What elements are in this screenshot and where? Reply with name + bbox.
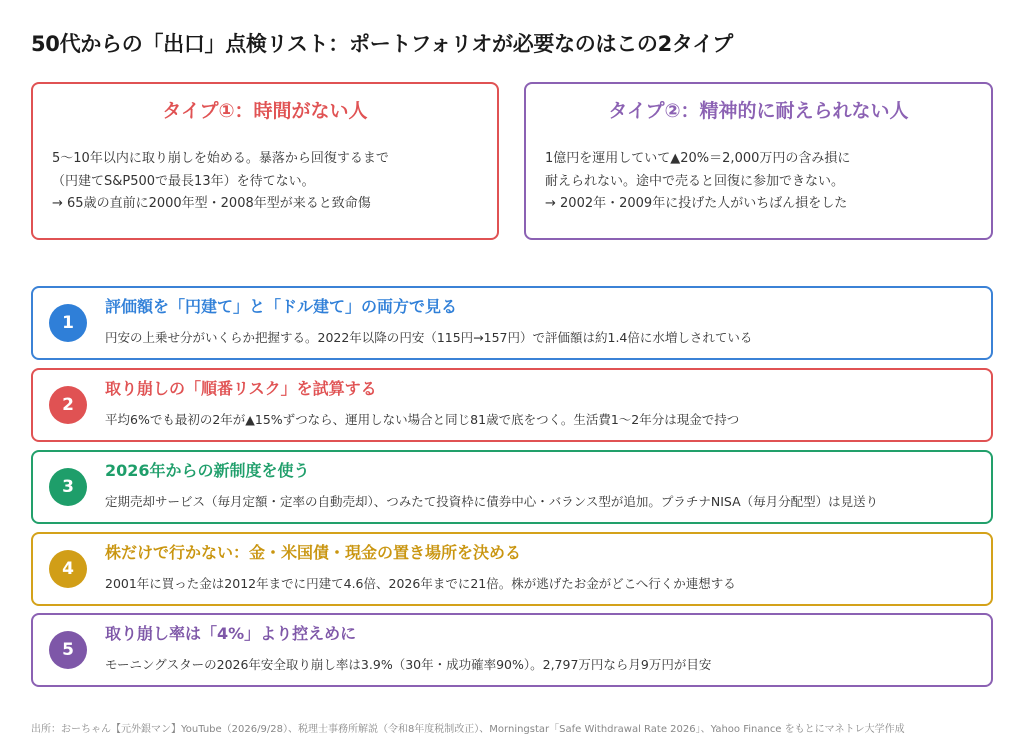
checklist-item-desc: モーニングスターの2026年安全取り崩し率は3.9%（30年・成功確率90%）。2,797万円なら月9万円が目安 — [105, 657, 712, 672]
checklist-item-3 — [31, 450, 993, 524]
type-card-line: 耐えられない。途中で売ると回復に参加できない。 — [545, 173, 845, 189]
type-card-body — [545, 148, 983, 216]
type-card-line: 5〜10年以内に取り崩しを始める。暴落から回復するまで — [52, 151, 389, 166]
checklist-item-title: 取り崩し率は「4%」より控えめに — [105, 624, 357, 643]
number-badge: 2 — [49, 386, 87, 424]
checklist-item-desc: 定期売却サービス（毎月定額・定率の自動売却）、つみたて投資枠に債券中心・バランス型が追加。プラチナNISA（毎月分配型）は見送り — [105, 494, 879, 509]
checklist-item-2 — [31, 368, 993, 442]
checklist-item-desc: 2001年に買った金は2012年までに円建て4.6倍、2026年までに21倍。株が逃げたお金がどこへ行くか連想する — [105, 576, 736, 591]
number-badge: 4 — [49, 550, 87, 588]
checklist-item-4 — [31, 532, 993, 606]
checklist-item-title: 株だけで行かない：金・米国債・現金の置き場所を決める — [105, 543, 522, 562]
type-card-time — [31, 82, 499, 240]
page-title: 50代からの「出口」点検リスト：ポートフォリオが必要なのはこの2タイプ — [31, 32, 733, 56]
checklist-item-desc: 平均6%でも最初の2年が▲15%ずつなら、運用しない場合と同じ81歳で底をつく。生活費1〜2年分は現金で持つ — [105, 412, 740, 427]
type-card-line: → 65歳の直前に2000年型・2008年型が来ると致命傷 — [52, 196, 371, 211]
type-card-mental — [524, 82, 993, 240]
checklist-item-5 — [31, 613, 993, 687]
number-badge: 3 — [49, 468, 87, 506]
type-card-title: タイプ①：時間がない人 — [162, 100, 368, 122]
type-card-line: → 2002年・2009年に投げた人がいちばん損をした — [545, 196, 848, 211]
checklist-item-desc: 円安の上乗せ分がいくらか把握する。2022年以降の円安（115円→157円）で評価額は約1.4倍に水増しされている — [105, 330, 753, 345]
type-card-line: 1億円を運用していて▲20%＝2,000万円の含み損に — [545, 151, 851, 166]
checklist-item-title: 2026年からの新制度を使う — [105, 461, 310, 480]
type-card-body — [52, 148, 489, 216]
type-card-title: タイプ②：精神的に耐えられない人 — [608, 100, 909, 122]
checklist-item-title: 取り崩しの「順番リスク」を試算する — [105, 379, 377, 398]
source-note: 出所：おーちゃん【元外銀マン】YouTube（2026/9/28）、税理士事務所解説（令和8年度税制改正）、Morningstar「Safe Withdrawal Rate 2026」、Yahoo Finance をもとにマネトレ大学作成 — [31, 724, 905, 735]
checklist-item-1 — [31, 286, 993, 360]
number-badge: 1 — [49, 304, 87, 342]
checklist-item-title: 評価額を「円建て」と「ドル建て」の両方で見る — [105, 297, 458, 316]
type-card-line: （円建てS&P500で最長13年）を待てない。 — [52, 173, 315, 189]
number-badge: 5 — [49, 631, 87, 669]
